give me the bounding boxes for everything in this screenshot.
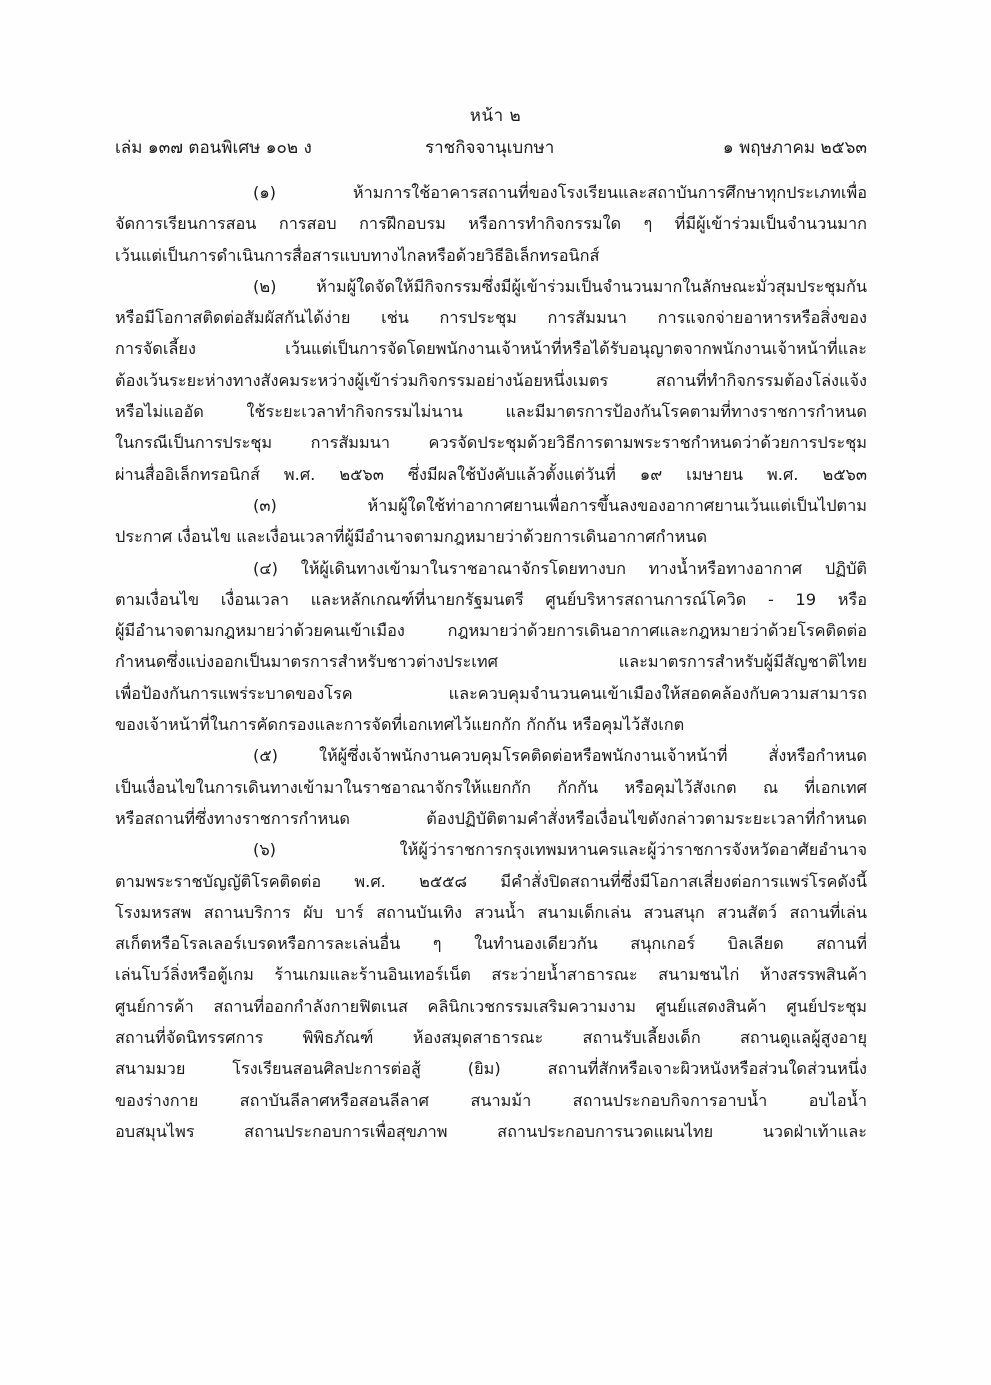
paragraph-1-line: (๑) ห้ามการใช้อาคารสถานที่ของโรงเรียนและสถาบันการศึกษาทุกประเภทเพื่อ	[253, 183, 867, 202]
paragraph-2-line: (๒) ห้ามผู้ใดจัดให้มีกิจกรรมซึ่งมีผู้เข้าร่วมเป็นจำนวนมากในลักษณะมั่วสุมประชุมกัน	[253, 276, 867, 296]
paragraph-6-line: ตามพระราชบัญญัติโรคติดต่อ พ.ศ. ๒๕๕๘ มีคำสั่งปิดสถานที่ซึ่งมีโอกาสเสี่ยงต่อการแพร่โรคดังนี้	[115, 871, 867, 891]
publication-date: ๑ พฤษภาคม ๒๕๖๓	[722, 138, 867, 158]
volume-issue: เล่ม ๑๓๗ ตอนพิเศษ ๑๐๒ ง	[115, 138, 312, 158]
paragraph-6-line: สนามมวย โรงเรียนสอนศิลปะการต่อสู้ (ยิม) สถานที่สักหรือเจาะผิวหนังหรือส่วนใดส่วนหนึ่ง	[115, 1059, 867, 1079]
paragraph-5-line: เป็นเงื่อนไขในการเดินทางเข้ามาในราชอาณาจักรให้แยกกัก กักกัน หรือคุมไว้สังเกต ณ ที่เอกเทศ	[115, 777, 867, 797]
paragraph-6-line: ของร่างกาย สถาบันลีลาศหรือสอนลีลาศ สนามม้า สถานประกอบกิจการอาบน้ำ อบไอน้ำ	[115, 1090, 867, 1110]
paragraph-4-line: ตามเงื่อนไข เงื่อนเวลา และหลักเกณฑ์ที่นายกรัฐมนตรี ศูนย์บริหารสถานการณ์โควิด - 19 หรือ	[115, 589, 867, 609]
paragraph-3-line: (๓) ห้ามผู้ใดใช้ท่าอากาศยานเพื่อการขึ้นลงของอากาศยานเว้นแต่เป็นไปตาม	[253, 495, 867, 515]
paragraph-6-line: เล่นโบว์ลิ่งหรือตู้เกม ร้านเกมและร้านอินเทอร์เน็ต สระว่ายน้ำสาธารณะ สนามชนไก่ ห้างสรรพสินค้า	[115, 965, 867, 985]
paragraph-2-line: ต้องเว้นระยะห่างทางสังคมระหว่างผู้เข้าร่วมกิจกรรมอย่างน้อยหนึ่งเมตร สถานที่ทำกิจกรรมต้องโล่งแจ้ง	[115, 370, 867, 390]
paragraph-2-line: ผ่านสื่ออิเล็กทรอนิกส์ พ.ศ. ๒๕๖๓ ซึ่งมีผลใช้บังคับแล้วตั้งแต่วันที่ ๑๙ เมษายน พ.ศ. ๒๕๖๓	[115, 464, 867, 484]
body-text	[115, 177, 867, 1147]
paragraph-2-line: ในกรณีเป็นการประชุม การสัมมนา ควรจัดประชุมด้วยวิธีการตามพระราชกำหนดว่าด้วยการประชุม	[115, 433, 867, 453]
paragraph-4-line: ผู้มีอำนาจตามกฎหมายว่าด้วยคนเข้าเมือง กฎหมายว่าด้วยการเดินอากาศและกฎหมายว่าด้วยโรคติดต่อ	[115, 621, 867, 641]
gazette-title: ราชกิจจานุเบกษา	[425, 138, 555, 158]
paragraph-6-line: สเก็ตหรือโรลเลอร์เบรดหรือการละเล่นอื่น ๆ ในทำนองเดียวกัน สนุกเกอร์ บิลเลียด สถานที่	[115, 934, 867, 954]
paragraph-1-line: เว้นแต่เป็นการดำเนินการสื่อสารแบบทางไกลหรือด้วยวิธีอิเล็กทรอนิกส์	[115, 245, 600, 265]
paragraph-2-line: หรือไม่แออัด ใช้ระยะเวลาทำกิจกรรมไม่นาน และมีมาตรการป้องกันโรคตามที่ทางราชการกำหนด	[115, 402, 867, 422]
gazette-header	[115, 134, 867, 158]
paragraph-6-line: ศูนย์การค้า สถานที่ออกกำลังกายฟิตเนส คลินิกเวชกรรมเสริมความงาม ศูนย์แสดงสินค้า ศูนย์ประชุม	[115, 996, 867, 1016]
paragraph-6-line: (๖) ให้ผู้ว่าราชการกรุงเทพมหานครและผู้ว่าราชการจังหวัดอาศัยอำนาจ	[253, 840, 867, 860]
paragraph-6-line: อบสมุนไพร สถานประกอบการเพื่อสุขภาพ สถานประกอบการนวดแผนไทย นวดฝ่าเท้าและ	[115, 1121, 867, 1141]
paragraph-4-line: (๔) ให้ผู้เดินทางเข้ามาในราชอาณาจักรโดยทางบก ทางน้ำหรือทางอากาศ ปฏิบัติ	[253, 558, 867, 578]
paragraph-5-line: หรือสถานที่ซึ่งทางราชการกำหนด ต้องปฏิบัติตามคำสั่งหรือเงื่อนไขดังกล่าวตามระยะเวลาที่กำหนด	[115, 808, 867, 828]
paragraph-6-line: โรงมหรสพ สถานบริการ ผับ บาร์ สถานบันเทิง สวนน้ำ สนามเด็กเล่น สวนสนุก สวนสัตว์ สถานที่เล่น	[115, 902, 867, 922]
paragraph-4-line: ของเจ้าหน้าที่ในการคัดกรองและการจัดที่เอกเทศไว้แยกกัก กักกัน หรือคุมไว้สังเกต	[115, 715, 685, 735]
paragraph-6-line: สถานที่จัดนิทรรศการ พิพิธภัณฑ์ ห้องสมุดสาธารณะ สถานรับเลี้ยงเด็ก สถานดูแลผู้สูงอายุ	[115, 1028, 867, 1048]
paragraph-2-line: การจัดเลี้ยง เว้นแต่เป็นการจัดโดยพนักงานเจ้าหน้าที่หรือได้รับอนุญาตจากพนักงานเจ้าหน้าที่และ	[115, 339, 867, 359]
paragraph-4-line: กำหนดซึ่งแบ่งออกเป็นมาตรการสำหรับชาวต่างประเทศ และมาตรการสำหรับผู้มีสัญชาติไทย	[115, 652, 867, 672]
paragraph-4-line: เพื่อป้องกันการแพร่ระบาดของโรค และควบคุมจำนวนคนเข้าเมืองให้สอดคล้องกับความสามารถ	[115, 683, 867, 703]
paragraph-2-line: หรือมีโอกาสติดต่อสัมผัสกันได้ง่าย เช่น การประชุม การสัมมนา การแจกจ่ายอาหารหรือสิ่งของ	[115, 308, 867, 328]
paragraph-1-line: จัดการเรียนการสอน การสอบ การฝึกอบรม หรือการทำกิจกรรมใด ๆ ที่มีผู้เข้าร่วมเป็นจำนวนมาก	[115, 214, 867, 234]
page-number: หน้า ๒	[469, 106, 522, 126]
paragraph-5-line: (๕) ให้ผู้ซึ่งเจ้าพนักงานควบคุมโรคติดต่อหรือพนักงานเจ้าหน้าที่ สั่งหรือกำหนด	[253, 746, 867, 766]
paragraph-3-line: ประกาศ เงื่อนไข และเงื่อนเวลาที่ผู้มีอำนาจตามกฎหมายว่าด้วยการเดินอากาศกำหนด	[115, 527, 708, 547]
